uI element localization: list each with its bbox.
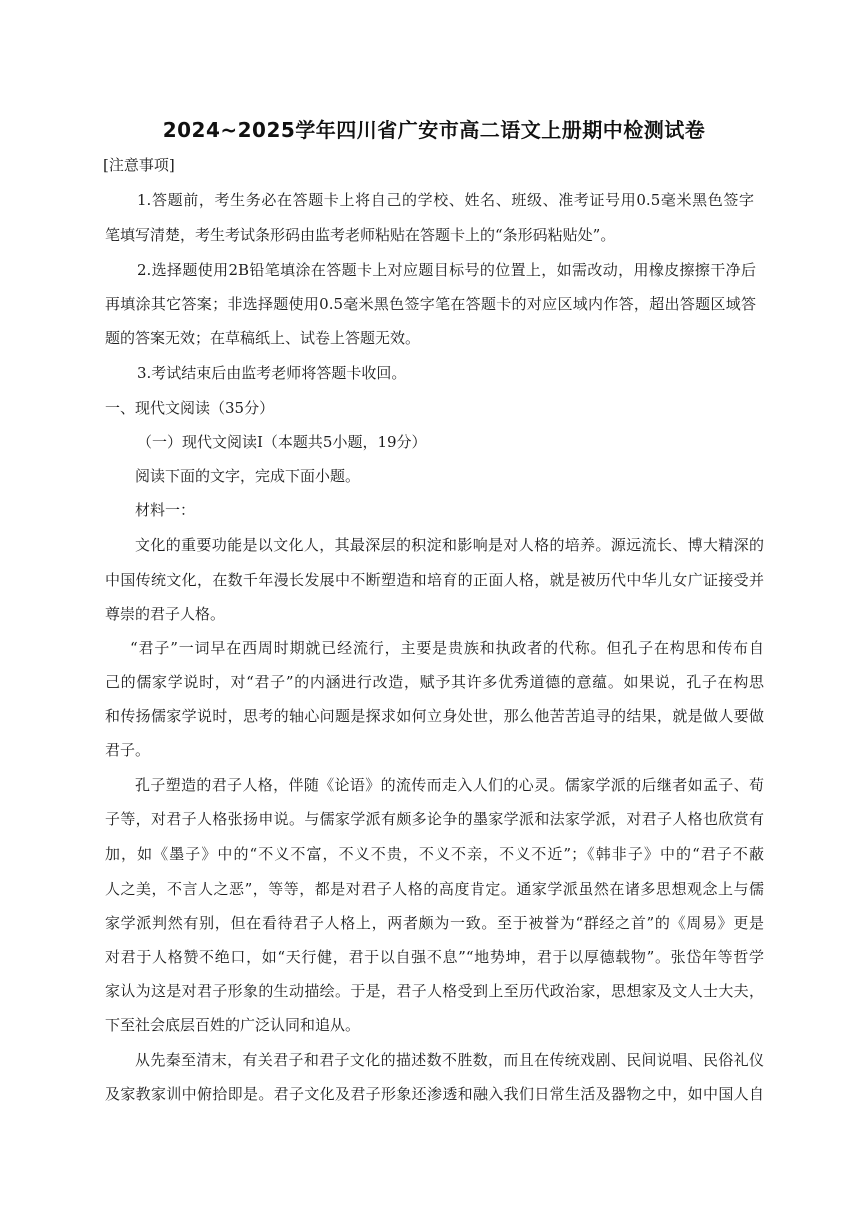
paragraph-3-line-6: 对君于人格赞不绝口，如“天行健，君于以自强不息”“地势坤，君于以厚德载物”。张岱年等哲学 (105, 948, 764, 966)
material-label: 材料一： (135, 501, 196, 519)
page-title: 2024~2025学年四川省广安市高二语文上册期中检测试卷 (162, 118, 706, 142)
notice-item-2-line-3: 题的答案无效；在草稿纸上、试卷上答题无效。 (105, 329, 421, 347)
reading-instruction: 阅读下面的文字，完成下面小题。 (135, 467, 361, 485)
notice-item-3-line-1: 3.考试结束后由监考老师将答题卡收回。 (137, 364, 407, 382)
paragraph-2-line-1: “君子”一词早在西周时期就已经流行，主要是贵族和执政者的代称。但孔子在构思和传布自 (130, 639, 764, 657)
paragraph-3-line-4: 人之美，不言人之恶”，等等，都是对君子人格的高度肯定。通家学派虽然在诸多思想观念上与儒 (105, 880, 764, 898)
section-heading: 一、现代文阅读（35分） (105, 399, 275, 417)
paragraph-3-line-2: 子等，对君子人格张扬申说。与儒家学派有颇多论争的墨家学派和法家学派，对君子人格也欣赏有 (105, 810, 764, 828)
notice-item-2-line-2: 再填涂其它答案；非选择题使用0.5毫米黑色签字笔在答题卡的对应区域内作答，超出答题区域答 (105, 295, 756, 313)
paragraph-1-line-1: 文化的重要功能是以文化人，其最深层的积淀和影响是对人格的培养。源远流长、博大精深的 (135, 536, 764, 554)
paragraph-3-line-7: 家认为这是对君子形象的生动描绘。于是，君子人格受到上至历代政治家，思想家及文人士大夫， (105, 982, 764, 1000)
paragraph-2-line-2: 己的儒家学说时，对“君子”的内涵进行改造，赋予其许多优秀道德的意蕴。如果说，孔子在构思 (105, 673, 764, 691)
paragraph-3-line-5: 家学派判然有别，但在看待君子人格上，两者颇为一致。至于被誉为“群经之首”的《周易》更是 (105, 914, 764, 932)
paragraph-2-line-3: 和传扬儒家学说时，思考的轴心问题是探求如何立身处世，那么他苦苦追寻的结果，就是做人要做 (105, 707, 764, 725)
paragraph-3-line-1: 孔子塑造的君子人格，伴随《论语》的流传而走入人们的心灵。儒家学派的后继者如孟子、荀 (135, 776, 764, 794)
paragraph-2-line-4: 君子。 (105, 741, 151, 759)
notice-item-1-line-2: 笔填写清楚，考生考试条形码由监考老师粘贴在答题卡上的“条形码粘贴处”。 (105, 226, 616, 244)
paragraph-1-line-3: 尊崇的君子人格。 (105, 605, 226, 623)
notice-item-1-line-1: 1.答题前，考生务必在答题卡上将自己的学校、姓名、班级、准考证号用0.5毫米黑色签字 (137, 191, 754, 209)
notice-header: [注意事项] (103, 156, 175, 174)
paragraph-4-line-1: 从先秦至清末，有关君子和君子文化的描述数不胜数，而且在传统戏剧、民间说唱、民俗礼仪 (135, 1051, 764, 1069)
paragraph-1-line-2: 中国传统文化，在数千年漫长发展中不断塑造和培育的正面人格，就是被历代中华儿女广证接受并 (105, 571, 764, 589)
paragraph-3-line-3: 加，如《墨子》中的“不义不富，不义不贵，不义不亲，不义不近”；《韩非子》中的“君子不蔽 (105, 845, 764, 863)
paragraph-3-line-8: 下至社会底层百姓的广泛认同和追从。 (105, 1016, 361, 1034)
subsection-heading: （一）现代文阅读Ⅰ（本题共5小题，19分） (137, 433, 427, 451)
notice-item-2-line-1: 2.选择题使用2B铅笔填涂在答题卡上对应题目标号的位置上，如需改动，用橡皮擦擦干净后 (137, 261, 756, 279)
paragraph-4-line-2: 及家教家训中俯拾即是。君子文化及君子形象还渗透和融入我们日常生活及器物之中，如中国人自 (105, 1085, 764, 1103)
